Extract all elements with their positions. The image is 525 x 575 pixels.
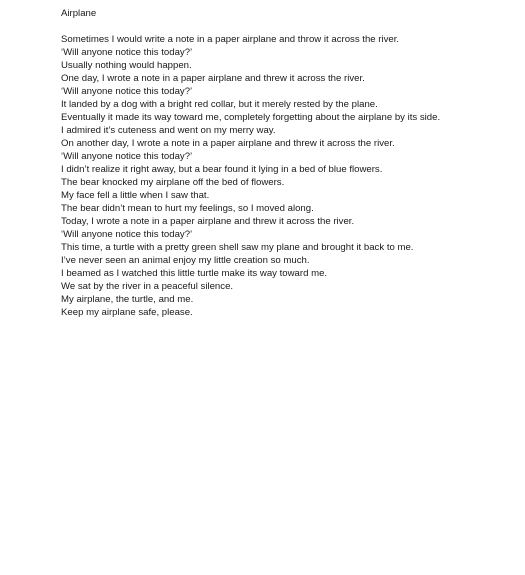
document-body (61, 33, 501, 319)
text-line: One day, I wrote a note in a paper airplane and threw it across the river. (61, 73, 365, 84)
text-line: ‘Will anyone notice this today?’ (61, 151, 193, 162)
text-line: Eventually it made its way toward me, completely forgetting about the airplane by its side. (61, 112, 441, 123)
text-line: Today, I wrote a note in a paper airplane and threw it across the river. (61, 216, 355, 227)
text-line: We sat by the river in a peaceful silence. (61, 281, 234, 292)
text-line: I admired it’s cuteness and went on my merry way. (61, 125, 276, 136)
text-line: My face fell a little when I saw that. (61, 190, 210, 201)
text-line: It landed by a dog with a bright red collar, but it merely rested by the plane. (61, 99, 378, 110)
text-line: The bear didn’t mean to hurt my feelings, so I moved along. (61, 203, 314, 214)
text-line: Keep my airplane safe, please. (61, 307, 193, 318)
text-line: I didn’t realize it right away, but a bear found it lying in a bed of blue flowers. (61, 164, 383, 175)
text-line: ‘Will anyone notice this today?’ (61, 229, 193, 240)
text-line: Usually nothing would happen. (61, 60, 192, 71)
text-line: Sometimes I would write a note in a paper airplane and throw it across the river. (61, 34, 400, 45)
text-line: On another day, I wrote a note in a paper airplane and threw it across the river. (61, 138, 395, 149)
text-line: ‘Will anyone notice this today?’ (61, 86, 193, 97)
text-line: The bear knocked my airplane off the bed of flowers. (61, 177, 285, 188)
text-line: I beamed as I watched this little turtle make its way toward me. (61, 268, 328, 279)
document-title: Airplane (61, 8, 97, 19)
text-line: ‘Will anyone notice this today?’ (61, 47, 193, 58)
text-line: I’ve never seen an animal enjoy my little creation so much. (61, 255, 310, 266)
text-line: My airplane, the turtle, and me. (61, 294, 194, 305)
text-line: This time, a turtle with a pretty green shell saw my plane and brought it back to me. (61, 242, 414, 253)
